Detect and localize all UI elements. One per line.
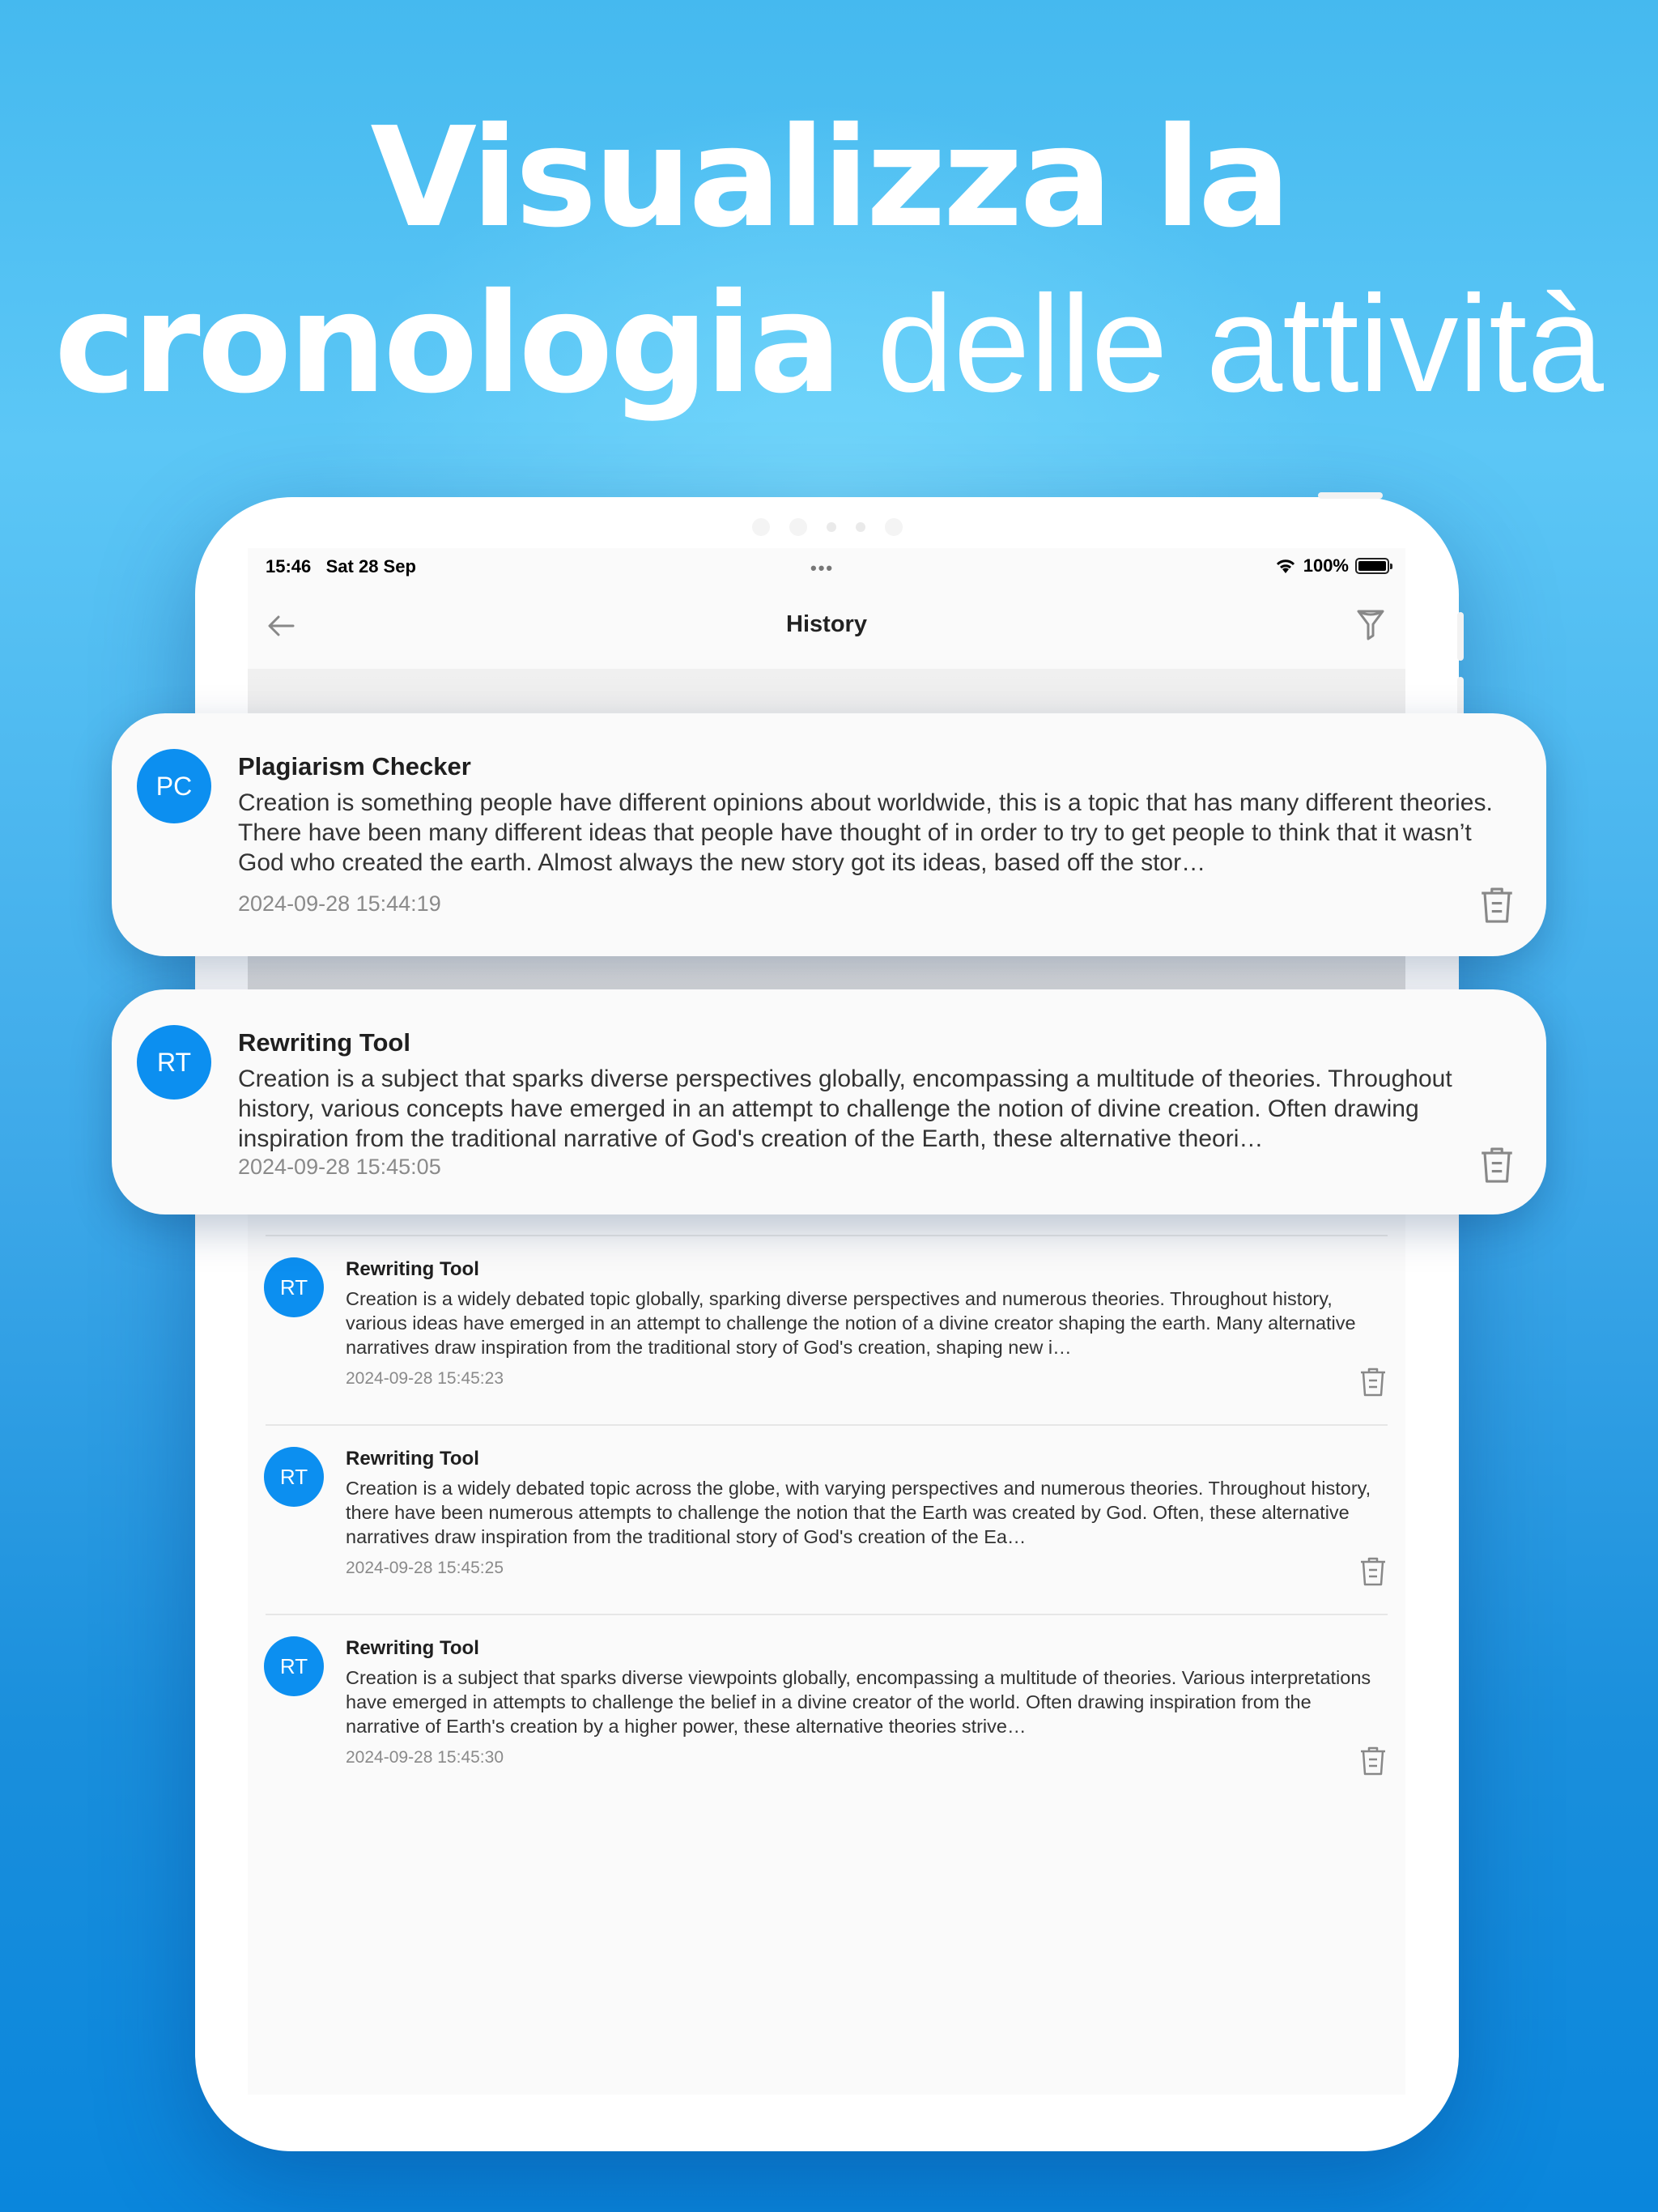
status-date: Sat 28 Sep: [325, 556, 416, 576]
headline-light-words: delle attività: [839, 267, 1604, 421]
card-title: Plagiarism Checker: [238, 752, 471, 781]
headline: [0, 96, 1658, 428]
multitask-dots[interactable]: •••: [810, 558, 835, 578]
card-title: Rewriting Tool: [238, 1028, 410, 1057]
avatar: RT: [264, 1447, 324, 1507]
item-date: 2024-09-28 15:45:30: [346, 1748, 504, 1767]
wifi-icon: [1274, 557, 1297, 575]
headline-bold-word: cronologia: [54, 264, 839, 424]
page-title: History: [786, 611, 867, 637]
list-item[interactable]: [266, 1424, 1388, 1614]
avatar: RT: [264, 1257, 324, 1317]
trash-icon[interactable]: [1358, 1745, 1388, 1777]
featured-card-rewriting[interactable]: [112, 989, 1546, 1214]
headline-line-2: [0, 262, 1658, 428]
item-text: Creation is a subject that sparks diverse viewpoints globally, encompassing a multitude of theories. Various interpretations have emerged in attempts to challenge the belief in a divine creator of the world. Often drawing inspiration from the narrative of Earth's creation by a higher power, these alternative theories strive…: [346, 1667, 1371, 1737]
tablet-top-button: [1318, 492, 1383, 499]
status-right: [1274, 555, 1389, 576]
list-item[interactable]: [266, 1235, 1388, 1424]
card-text: Creation is something people have different opinions about worldwide, this is a topic that has many different theories. There have been many different ideas that people have thought of in order to try to get people to think that it wasn’t God who created the earth. Almost always the new story got its ideas, based off the stor…: [238, 789, 1493, 876]
card-date: 2024-09-28 15:44:19: [238, 891, 441, 916]
trash-icon[interactable]: [1478, 885, 1516, 925]
status-bar: [248, 548, 1405, 587]
card-date: 2024-09-28 15:45:05: [238, 1155, 441, 1179]
card-text: Creation is a subject that sparks diverse perspectives globally, encompassing a multitude of theories. Throughout history, various concepts have emerged in an attempt to challenge the notion of divine creation. Often drawing inspiration from the traditional narrative of God's creation of the Earth, these alternative theori…: [238, 1066, 1452, 1152]
avatar: RT: [264, 1636, 324, 1696]
navigation-bar: [248, 587, 1405, 669]
tablet-volume-up: [1457, 612, 1464, 661]
featured-card-plagiarism[interactable]: [112, 713, 1546, 956]
avatar: PC: [137, 749, 211, 823]
item-text: Creation is a widely debated topic globally, sparking diverse perspectives and numerous theories. Throughout history, various ideas have emerged in an attempt to challenge the notion of a divine creator shaping the earth. Many alternative narratives draw inspiration from the traditional story of God's creation, shaping new i…: [346, 1288, 1356, 1358]
trash-icon[interactable]: [1358, 1555, 1388, 1588]
item-title: Rewriting Tool: [346, 1258, 479, 1280]
headline-line-1: Visualizza la: [370, 98, 1288, 258]
status-clock: 15:46: [266, 556, 312, 576]
trash-icon[interactable]: [1478, 1145, 1516, 1185]
funnel-icon[interactable]: [1355, 608, 1386, 642]
avatar: RT: [137, 1025, 211, 1100]
item-text: Creation is a widely debated topic across the globe, with varying perspectives and numerous theories. Throughout history, there have been numerous attempts to challenge the notion that the Earth was created by God. Often, these alternative narratives draw inspiration from the traditional story of God's creation of the Ea…: [346, 1478, 1371, 1547]
status-time: [266, 556, 416, 577]
item-date: 2024-09-28 15:45:25: [346, 1559, 504, 1577]
trash-icon[interactable]: [1358, 1366, 1388, 1398]
history-list: [266, 1235, 1388, 1803]
item-title: Rewriting Tool: [346, 1448, 479, 1470]
list-item[interactable]: [266, 1614, 1388, 1803]
battery-icon: [1355, 558, 1389, 574]
item-title: Rewriting Tool: [346, 1637, 479, 1659]
battery-percent: 100%: [1303, 555, 1349, 576]
camera-array: [195, 518, 1459, 536]
item-date: 2024-09-28 15:45:23: [346, 1369, 504, 1388]
